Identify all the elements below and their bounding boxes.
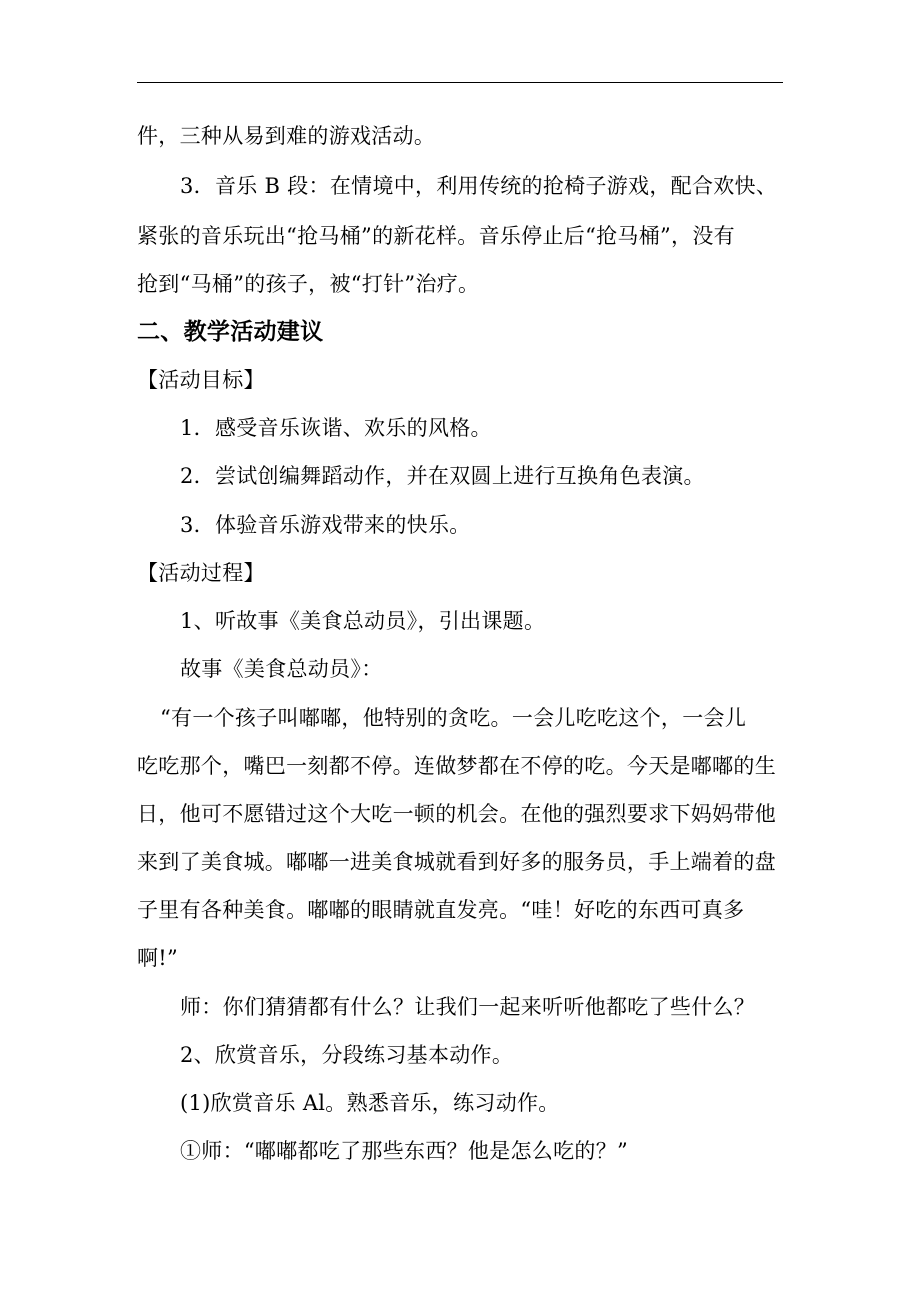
story-line: 啊!” — [137, 946, 179, 970]
paragraph-line: 紧张的音乐玩出“抢马桶”的新花样。音乐停止后“抢马桶”，没有 — [137, 224, 735, 248]
paragraph-line: 抢到“马桶”的孩子，被“打针”治疗。 — [137, 272, 480, 296]
list-item: (1)欣赏音乐 Al。熟悉音乐，练习动作。 — [180, 1091, 560, 1115]
list-item: 1．感受音乐诙谐、欢乐的风格。 — [180, 416, 492, 440]
list-item: 2．尝试创编舞蹈动作，并在双圆上进行互换角色表演。 — [180, 464, 705, 488]
list-item: 2、欣赏音乐，分段练习基本动作。 — [180, 1043, 514, 1067]
subsection-label: 【活动过程】 — [137, 561, 265, 585]
section-heading: 二、教学活动建议 — [137, 318, 324, 345]
story-line: 子里有各种美食。嘟嘟的眼睛就直发亮。“哇！好吃的东西可真多 — [137, 898, 745, 922]
paragraph-line: 师：你们猜猜都有什么？让我们一起来听听他都吃了些什么？ — [180, 995, 756, 1019]
header-rule — [137, 82, 783, 83]
paragraph-line: ①师：“嘟嘟都吃了那些东西？他是怎么吃的？” — [180, 1139, 629, 1163]
list-item: 1、听故事《美食总动员》，引出课题。 — [180, 609, 546, 633]
story-line: 来到了美食城。嘟嘟一进美食城就看到好多的服务员，手上端着的盘 — [137, 850, 776, 874]
subsection-label: 【活动目标】 — [137, 368, 265, 392]
list-item: 3．体验音乐游戏带来的快乐。 — [180, 513, 471, 537]
paragraph-line: 3．音乐 B 段：在情境中，利用传统的抢椅子游戏，配合欢快、 — [180, 174, 778, 198]
story-line: 吃吃那个，嘴巴一刻都不停。连做梦都在不停的吃。今天是嘟嘟的生 — [137, 754, 776, 778]
story-line: “有一个孩子叫嘟嘟，他特别的贪吃。一会儿吃吃这个，一会儿 — [160, 706, 747, 730]
paragraph-line: 件，三种从易到难的游戏活动。 — [137, 124, 436, 148]
story-line: 日，他可不愿错过这个大吃一顿的机会。在他的强烈要求下妈妈带他 — [137, 802, 776, 826]
story-title: 故事《美食总动员》： — [180, 657, 383, 681]
